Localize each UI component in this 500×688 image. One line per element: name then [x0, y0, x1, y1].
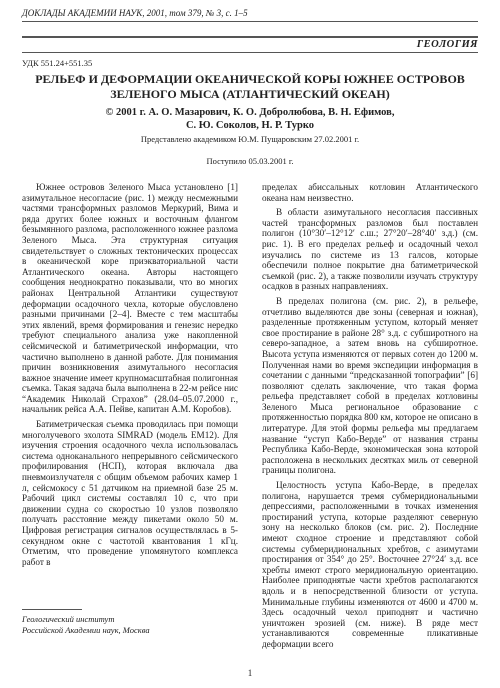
article-title: РЕЛЬЕФ И ДЕФОРМАЦИИ ОКЕАНИЧЕСКОЙ КОРЫ ЮЖНЕЕ ОСТРОВОВ ЗЕЛЕНОГО МЫСА (АТЛАНТИЧЕСКИЙ ОКЕАН) — [35, 72, 465, 101]
paragraph: Батиметрическая съемка проводилась при помощи многолучевого эхолота SIMRAD (модель EM12). Для изучения строения осадочного чехла использовалась система одноканального непрерывного сейсмического профилирования (НСП), которая включала два пневмоизлучателя с общим объемом рабочих камер 1 л, сейсмокосу с 51 датчиком на приемной базе 25 м. Рабочий цикл системы составлял 10 с, что при движении судна со скоростью 10 узлов позволяло получать расстояние между пикетами около 50 м. Цифровая регистрация сигналов осуществлялась в 5-секундном окне с частотой квантования 1 кГц. Отметим, что проведение упомянутого комплекса работ в — [22, 419, 238, 567]
authors-line-2: С. Ю. Соколов, Н. Р. Турко — [185, 120, 315, 131]
paragraph: В пределах полигона (см. рис. 2), в рельефе, отчетливо выделяются две зоны (северная и южная), разделенные протяженным уступом, который меняет свое простирание в районе 28° з.д. с субширотного на северо-западное, а затем вновь на субширотное. Высота уступа изменяются от первых сотен до 1200 м. Полученная нами во время экспедиции информация в сочетании с данными “предсказанной топографии” [6] позволяют сделать заключение, что такая форма рельефа представляет собой в пределах котловины Зеленого Мыса региональное образование с протяженностью порядка 800 км, которое не описано в литературе. Для этой формы рельефа мы предлагаем название “уступ Кабо-Верде” от названия страны Республика Кабо-Верде, экономическая зона которой расположена в нескольких десятках миль от северной границы полигона. — [262, 295, 478, 476]
running-head: ДОКЛАДЫ АКАДЕМИИ НАУК, 2001, том 379, № 3, с. 1–5 — [22, 8, 248, 18]
paragraph: Южнее островов Зеленого Мыса установлено [1] азимутальное несогласие (рис. 1) между несмежными частями трансформных разломов Меркурий, Вима и ряда других более южных и восточным флангом безымянного разлома, расположенного южнее разлома Зеленого Мыса. Эта структурная ситуация свидетельствует о сложных тектонических процессах в океанической коре приэкваториальной части Атлантического океана. Авторы настоящего сообщения неоднократно показывали, что во многих районах Центральной Атлантики существуют деформации осадочного чехла, которые обусловлено разными причинами [2–4]. Вместе с тем масштабы этих явлений, время формирования и генезис нередко требуют специального анализа уже накопленной сейсмической и батиметрической информации, что частично выполнено в данной работе. Для понимания причин возникновения азимутального несогласия важное значение имеет крупномасштабная полигонная съемка. Такая задача была выполнена в 22-м рейсе нис “Академик Николай Страхов” (28.04–05.07.2000 г., начальник рейса А.А. Пейве, капитан А.М. Коробов). — [22, 182, 238, 415]
section-title: ГЕОЛОГИЯ — [416, 39, 478, 50]
footnote-rule — [22, 609, 82, 610]
authors — [30, 106, 470, 132]
received-date: Поступило 05.03.2001 г. — [206, 156, 294, 166]
affiliation-footnote — [22, 614, 238, 636]
paragraph: пределах абиссальных котловин Атлантического океана нам неизвестно. — [262, 182, 478, 203]
footnote-line-1: Геологический институт — [22, 614, 115, 624]
udk-code: УДК 551.24+551.35 — [22, 58, 93, 68]
paragraph: Целостность уступа Кабо-Верде, в пределах полигона, нарушается тремя субмеридиональными депрессиями, расположенными в точках изменения простираний уступа, которые разделяют северную зону на несколько блоков (см. рис. 2). Последние имеют сходное строение и представляют собой системы субмеридиональных хребтов, с азимутами простирания от 354° до 25°. Восточнее 27°24′ з.д. все хребты имеют строго меридиональную ориентацию. Наиболее приподнятые части хребтов располагаются вдоль и в непосредственной близости от уступа. Минимальные глубины изменяются от 4600 и 4700 м. Здесь осадочный чехол приподнят и частично уничтожен эрозией (см. ниже). В ряде мест устанавливаются современные пликативные деформации всего — [262, 480, 478, 649]
paragraph: В области азимутального несогласия пассивных частей трансформных разломов был поставлен полигон (10°30′–12°12′ с.ш.; 27°20′–28°40′ з.д.) (см. рис. 1). В его пределах рельеф и осадочный чехол изучались по системе из 13 галсов, которые обеспечили полное покрытие дна батиметрической съемкой (рис. 2), а также позволили изучать структуру осадков в разных направлениях. — [262, 207, 478, 292]
header-rule — [22, 21, 478, 22]
footnote-line-2: Российской Академии наук, Москва — [22, 625, 150, 635]
section-rule-bottom — [22, 52, 478, 53]
right-column — [262, 182, 478, 654]
section-rule-top — [22, 36, 478, 38]
left-column — [22, 182, 238, 571]
page-number: 1 — [247, 668, 253, 678]
presented-by: Представлено академиком Ю.М. Пущаровским 27.02.2001 г. — [140, 134, 360, 144]
authors-line-1: © 2001 г. А. О. Мазарович, К. О. Добролюбова, В. Н. Ефимов, — [105, 107, 395, 118]
